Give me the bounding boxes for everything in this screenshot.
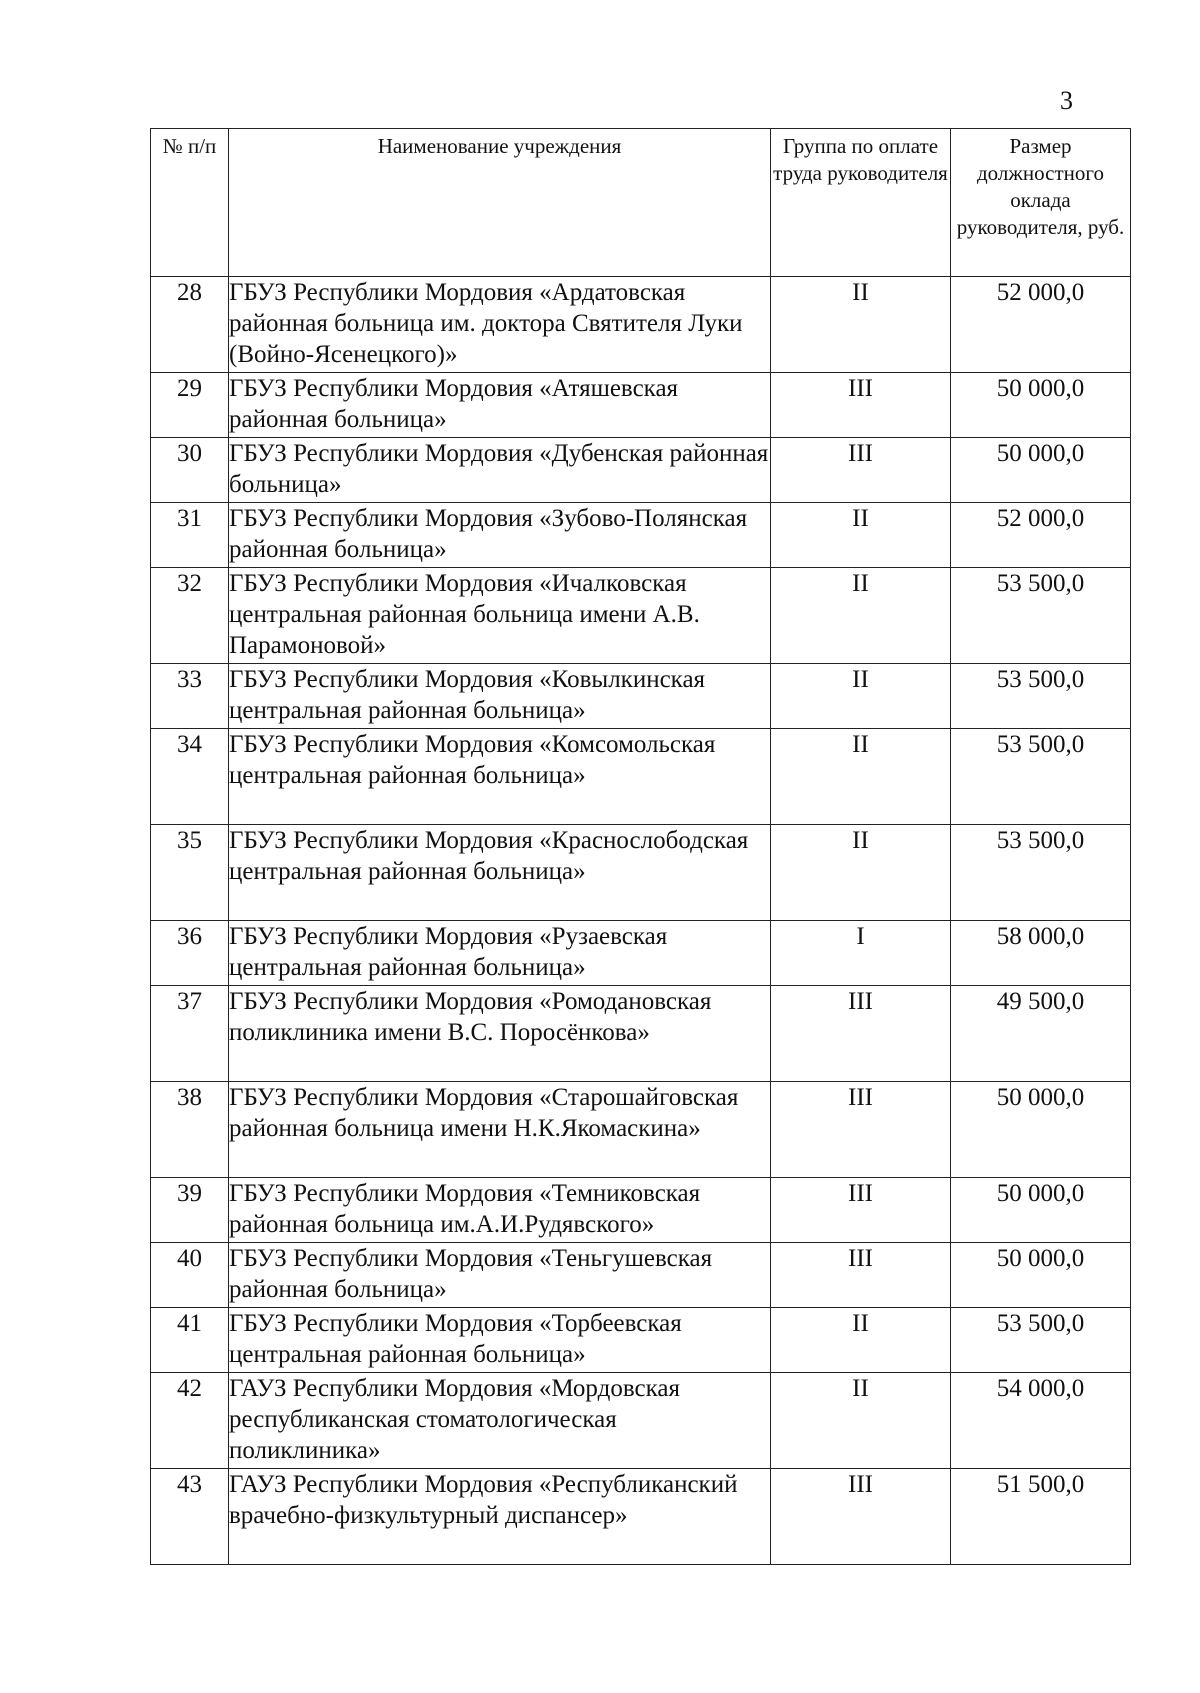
row-name: ГБУЗ Республики Мордовия «Комсомольская центральная районная больница» xyxy=(229,729,771,825)
row-group: II xyxy=(771,825,951,921)
table-row xyxy=(151,1373,1131,1469)
row-group: II xyxy=(771,277,951,373)
row-num: 30 xyxy=(151,438,229,503)
header-group: Группа по оплате труда руководителя xyxy=(771,129,951,277)
row-name: ГБУЗ Республики Мордовия «Ковылкинская центральная районная больница» xyxy=(229,664,771,729)
table-row xyxy=(151,373,1131,438)
row-group: II xyxy=(771,729,951,825)
row-salary: 50 000,0 xyxy=(951,1178,1131,1243)
row-num: 33 xyxy=(151,664,229,729)
row-num: 39 xyxy=(151,1178,229,1243)
row-salary: 52 000,0 xyxy=(951,503,1131,568)
table-row xyxy=(151,568,1131,664)
row-name: ГБУЗ Республики Мордовия «Старошайговская районная больница имени Н.К.Якомаскина» xyxy=(229,1082,771,1178)
row-name: ГБУЗ Республики Мордовия «Дубенская районная больница» xyxy=(229,438,771,503)
row-salary: 52 000,0 xyxy=(951,277,1131,373)
row-salary: 53 500,0 xyxy=(951,825,1131,921)
table-row xyxy=(151,1082,1131,1178)
row-group: III xyxy=(771,1082,951,1178)
row-group: II xyxy=(771,664,951,729)
row-name: ГБУЗ Республики Мордовия «Темниковская районная больница им.А.И.Рудявского» xyxy=(229,1178,771,1243)
table-row xyxy=(151,277,1131,373)
row-salary: 53 500,0 xyxy=(951,568,1131,664)
row-salary: 50 000,0 xyxy=(951,1082,1131,1178)
row-name: ГАУЗ Республики Мордовия «Республиканский врачебно-физкультурный диспансер» xyxy=(229,1469,771,1565)
row-salary: 51 500,0 xyxy=(951,1469,1131,1565)
row-name: ГБУЗ Республики Мордовия «Теньгушевская районная больница» xyxy=(229,1243,771,1308)
row-name: ГБУЗ Республики Мордовия «Ромодановская поликлиника имени В.С. Поросёнкова» xyxy=(229,986,771,1082)
row-num: 34 xyxy=(151,729,229,825)
table-row xyxy=(151,1469,1131,1565)
table-row xyxy=(151,825,1131,921)
row-group: III xyxy=(771,373,951,438)
row-num: 41 xyxy=(151,1308,229,1373)
row-name: ГБУЗ Республики Мордовия «Торбеевская центральная районная больница» xyxy=(229,1308,771,1373)
table-row xyxy=(151,729,1131,825)
row-name: ГБУЗ Республики Мордовия «Атяшевская районная больница» xyxy=(229,373,771,438)
row-num: 35 xyxy=(151,825,229,921)
row-salary: 49 500,0 xyxy=(951,986,1131,1082)
row-num: 38 xyxy=(151,1082,229,1178)
header-num: № п/п xyxy=(151,129,229,277)
row-salary: 53 500,0 xyxy=(951,1308,1131,1373)
row-num: 36 xyxy=(151,921,229,986)
row-num: 40 xyxy=(151,1243,229,1308)
row-num: 28 xyxy=(151,277,229,373)
row-num: 42 xyxy=(151,1373,229,1469)
row-group: III xyxy=(771,1243,951,1308)
row-name: ГБУЗ Республики Мордовия «Ардатовская районная больница им. доктора Святителя Луки (Войно-Ясенецкого)» xyxy=(229,277,771,373)
row-num: 37 xyxy=(151,986,229,1082)
page-number: 3 xyxy=(1060,86,1073,115)
row-salary: 53 500,0 xyxy=(951,664,1131,729)
table-row xyxy=(151,438,1131,503)
row-group: III xyxy=(771,1178,951,1243)
table-row xyxy=(151,664,1131,729)
header-row xyxy=(151,129,1131,277)
row-salary: 50 000,0 xyxy=(951,1243,1131,1308)
row-salary: 53 500,0 xyxy=(951,729,1131,825)
row-name: ГБУЗ Республики Мордовия «Краснослободская центральная районная больница» xyxy=(229,825,771,921)
header-name: Наименование учреждения xyxy=(229,129,771,277)
institutions-table xyxy=(150,128,1131,1565)
row-name: ГБУЗ Республики Мордовия «Ичалковская центральная районная больница имени А.В. Парамоновой» xyxy=(229,568,771,664)
row-group: II xyxy=(771,1308,951,1373)
row-group: III xyxy=(771,986,951,1082)
row-group: III xyxy=(771,1469,951,1565)
table-row xyxy=(151,503,1131,568)
table-row xyxy=(151,1178,1131,1243)
row-salary: 50 000,0 xyxy=(951,438,1131,503)
header-salary: Размер должностного оклада руководителя, руб. xyxy=(951,129,1131,277)
row-salary: 54 000,0 xyxy=(951,1373,1131,1469)
table-row xyxy=(151,986,1131,1082)
table-row xyxy=(151,1243,1131,1308)
row-name: ГБУЗ Республики Мордовия «Рузаевская центральная районная больница» xyxy=(229,921,771,986)
table-row xyxy=(151,1308,1131,1373)
row-num: 32 xyxy=(151,568,229,664)
row-group: II xyxy=(771,568,951,664)
row-num: 43 xyxy=(151,1469,229,1565)
row-salary: 50 000,0 xyxy=(951,373,1131,438)
row-group: I xyxy=(771,921,951,986)
row-name: ГАУЗ Республики Мордовия «Мордовская республиканская стоматологическая поликлиника» xyxy=(229,1373,771,1469)
row-salary: 58 000,0 xyxy=(951,921,1131,986)
row-group: III xyxy=(771,438,951,503)
row-group: II xyxy=(771,1373,951,1469)
row-name: ГБУЗ Республики Мордовия «Зубово-Полянская районная больница» xyxy=(229,503,771,568)
row-num: 31 xyxy=(151,503,229,568)
row-group: II xyxy=(771,503,951,568)
row-num: 29 xyxy=(151,373,229,438)
table-row xyxy=(151,921,1131,986)
